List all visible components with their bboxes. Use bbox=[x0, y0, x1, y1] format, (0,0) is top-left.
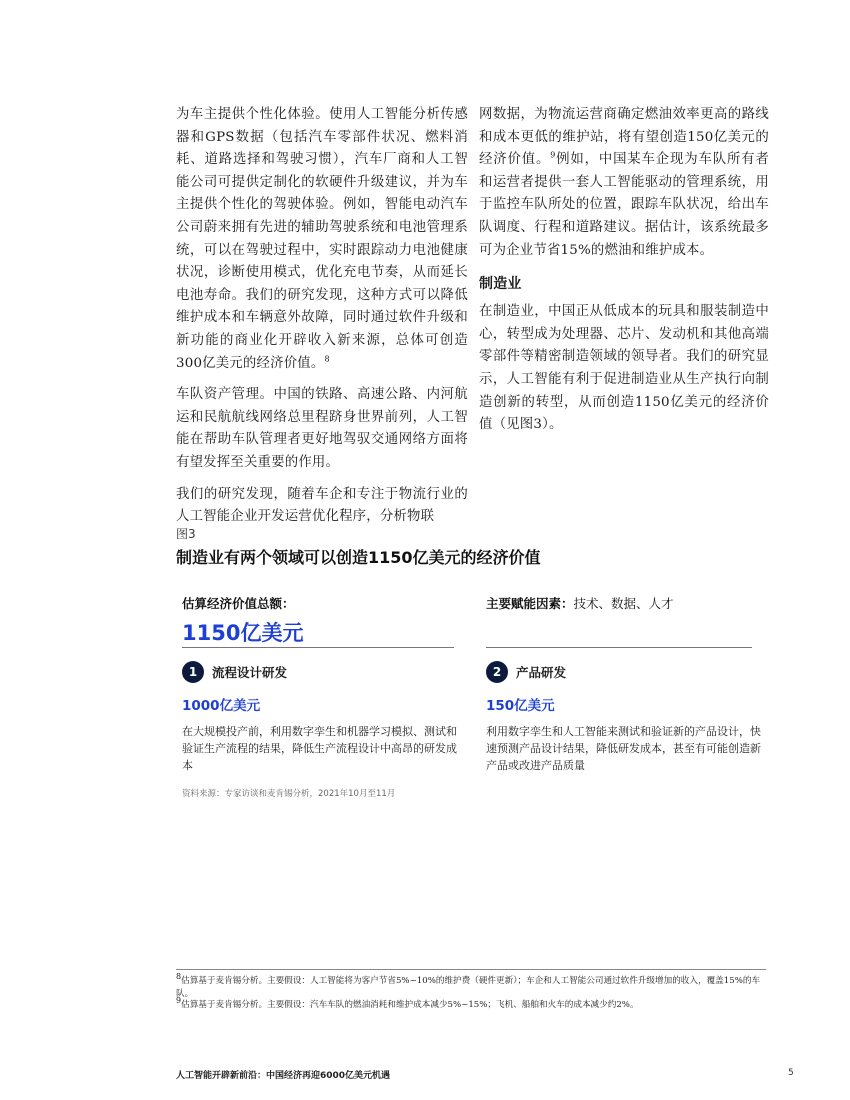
area-card-product-rd bbox=[486, 661, 764, 774]
footnote-number: 9 bbox=[176, 996, 182, 1006]
footnote-text: 估算基于麦肯锡分析。主要假设：汽车车队的燃油消耗和维护成本减少5%~15%；飞机、船舶和火车的成本减少约2%。 bbox=[181, 1000, 639, 1010]
card-description: 利用数字孪生和人工智能来测试和验证新的产品设计，快速预测产品设计结果，降低研发成本，甚至有可能创造新产品或改进产品质量 bbox=[486, 725, 761, 772]
total-value: 1150亿美元 bbox=[182, 621, 304, 645]
right-column bbox=[479, 104, 769, 446]
footer-title: 人工智能开辟新前沿：中国经济再迎6000亿美元机遇 bbox=[176, 1071, 391, 1081]
body-paragraph bbox=[479, 104, 769, 262]
figure-label: 图3 bbox=[176, 527, 196, 541]
card-title: 流程设计研发 bbox=[212, 665, 288, 680]
figure-exhibit bbox=[176, 525, 761, 799]
footnote-text: 估算基于麦肯锡分析。主要假设：人工智能将为客户节省5%~10%的维护费（硬件更新）；车企和人工智能公司通过软件升级增加的收入，覆盖15%的车队。 bbox=[176, 976, 761, 999]
body-paragraph bbox=[176, 104, 468, 375]
card-header bbox=[486, 661, 764, 683]
page-number: 5 bbox=[788, 1068, 794, 1078]
area-card-process-rd bbox=[182, 661, 460, 774]
key-drivers bbox=[486, 594, 674, 612]
footnote bbox=[176, 972, 766, 1000]
footnote-divider bbox=[176, 969, 766, 970]
card-value: 1000亿美元 bbox=[182, 698, 261, 714]
footnote-number: 8 bbox=[176, 972, 182, 982]
footnote-ref[interactable]: 9 bbox=[550, 150, 556, 160]
body-paragraph: 车队资产管理。中国的铁路、高速公路、内河航运和民航航线网络总里程跻身世界前列，人工智能在帮助车队管理者更好地驾驭交通网络方面将有望发挥至关重要的作用。 bbox=[176, 387, 468, 470]
paragraph-text: 为车主提供个性化体验。使用人工智能分析传感器和GPS数据（包括汽车零部件状况、燃料消耗、道路选择和驾驶习惯），汽车厂商和人工智能公司可提供定制化的软硬件升级建议，并为车主提供个性化的驾驶体验。例如，智能电动汽车公司蔚来拥有先进的辅助驾驶系统和电池管理系统，可以在驾驶过程中，实时跟踪动力电池健康状况，诊断使用模式，优化充电节奏，从而延长电池寿命。我们的研究发现，这种方式可以降低维护成本和车辆意外故障，同时通过软件升级和新功能的商业化开辟收入新来源，总体可创造300亿美元的经济价值。 bbox=[176, 107, 468, 371]
paragraph-text: 网数据，为物流运营商确定燃油效率更高的路线和成本更低的维护站，将有望创造150亿美元的经济价值。 bbox=[479, 107, 769, 168]
figure-title: 制造业有两个领域可以创造1150亿美元的经济价值 bbox=[176, 548, 541, 567]
section-heading: 制造业 bbox=[479, 276, 522, 293]
divider bbox=[486, 647, 752, 648]
footnote-ref[interactable]: 8 bbox=[324, 354, 330, 364]
body-paragraph: 我们的研究发现，随着车企和专注于物流行业的人工智能企业开发运营优化程序，分析物联 bbox=[176, 486, 468, 525]
card-value: 150亿美元 bbox=[486, 698, 555, 714]
divider bbox=[182, 647, 454, 648]
number-badge: 1 bbox=[182, 661, 204, 683]
figure-source: 资料来源：专家访谈和麦肯锡分析，2021年10月至11月 bbox=[182, 789, 396, 799]
paragraph-text: 例如，中国某车企现为车队所有者和运营者提供一套人工智能驱动的管理系统，用于监控车队所处的位置，跟踪车队状况，给出车队调度、行程和道路建议。据估计，该系统最多可为企业节省15%的燃油和维护成本。 bbox=[479, 152, 770, 258]
left-column bbox=[176, 104, 468, 538]
number-badge: 2 bbox=[486, 661, 508, 683]
key-drivers-label: 主要赋能因素： bbox=[486, 596, 574, 611]
card-description: 在大规模投产前，利用数字孪生和机器学习模拟、测试和验证生产流程的结果，降低生产流程设计中高昂的研发成本 bbox=[182, 725, 457, 772]
key-drivers-value: 技术、数据、人才 bbox=[573, 596, 674, 611]
card-header bbox=[182, 661, 460, 683]
body-paragraph: 在制造业，中国正从低成本的玩具和服装制造中心，转型成为处理器、芯片、发动机和其他高端零部件等精密制造领域的领导者。我们的研究显示，人工智能有利于促进制造业从生产执行向制造创新的转型，从而创造1150亿美元的经济价值（见图3）。 bbox=[479, 304, 769, 433]
footnote bbox=[176, 996, 766, 1012]
card-title: 产品研发 bbox=[516, 665, 567, 680]
total-value-label: 估算经济价值总额： bbox=[182, 596, 295, 611]
